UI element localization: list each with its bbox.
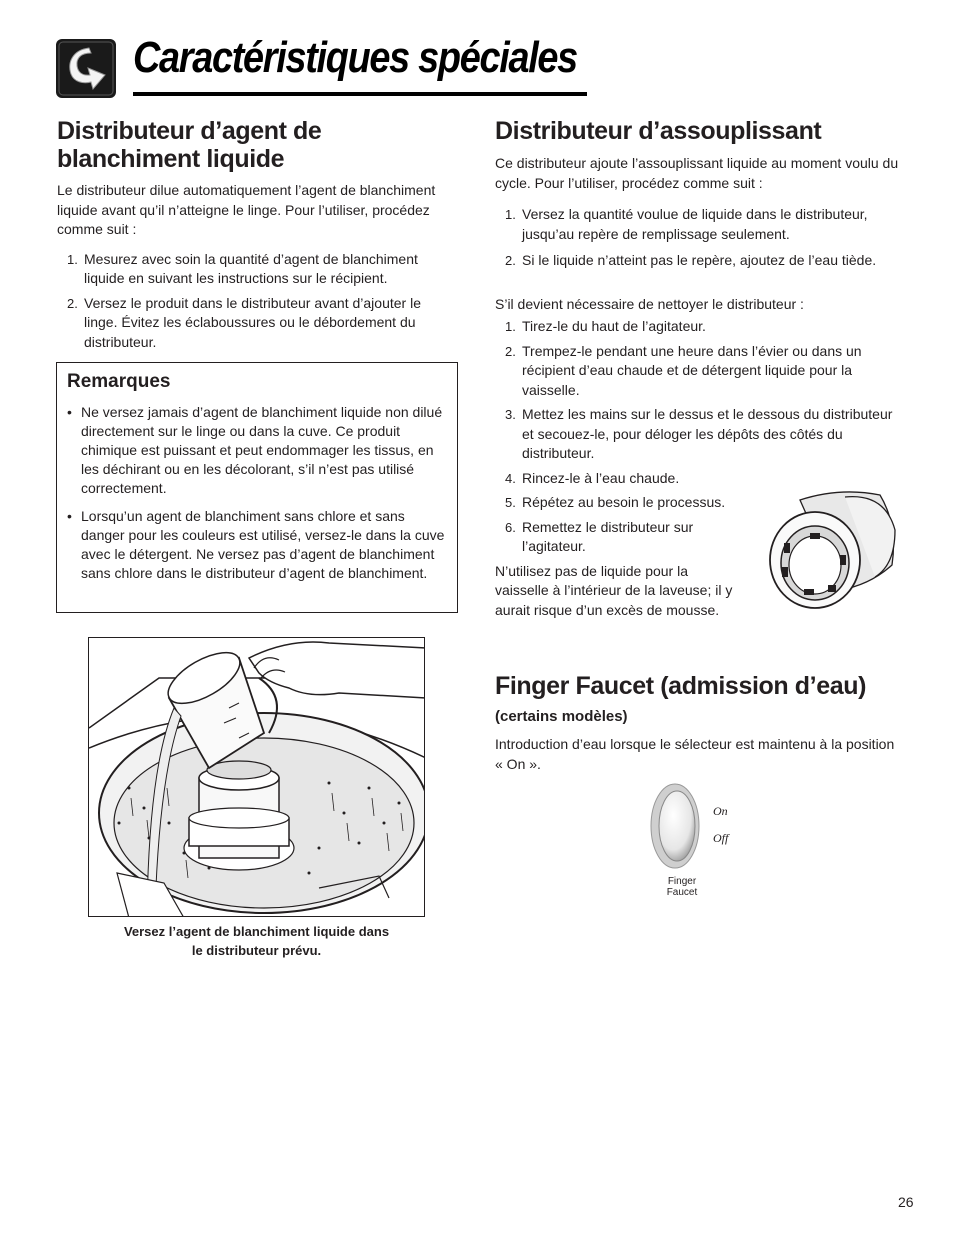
remark-item: • Ne versez jamais d’agent de blanchiment liquide non dilué directement sur le linge ou dans la cuve. Ce produit chimique est puissant et peut endommager les tissus, en les déchirant ou en les décolorant, s’il n’est pas utilisé correctement. — [67, 404, 443, 496]
softener-intro: Ce distributeur ajoute l’assouplissant liquide au moment voulu du cycle. Pour l’utiliser, procédez comme suit : — [495, 155, 899, 191]
illustration-caption: Versez l’agent de blanchiment liquide dans le distributeur prévu. — [123, 924, 390, 958]
softener-steps — [495, 205, 905, 271]
finger-faucet-illustration — [645, 780, 745, 900]
softener-title: Distributeur d’assouplissant — [495, 117, 822, 145]
faucet-label: Faucet — [666, 887, 698, 898]
clean-step: 5. Répétez au besoin le processus. — [505, 494, 726, 510]
curved-arrow-icon — [55, 38, 117, 99]
dish-soap-note: N’utilisez pas de liquide pour la vaisselle à l’intérieur de la laveuse; il y aurait risque d’un excès de mousse. — [495, 562, 733, 618]
clean-intro: S’il devient nécessaire de nettoyer le distributeur : — [495, 295, 804, 312]
remarks-box — [56, 362, 458, 613]
bleach-steps — [57, 250, 457, 353]
finger-label: Finger — [667, 876, 697, 887]
bleach-section — [57, 117, 457, 357]
softener-step: 2. Si le liquide n’atteint pas le repère, ajoutez de l’eau tiède. — [505, 252, 877, 268]
clean-step: 1. Tirez-le du haut de l’agitateur. — [505, 318, 706, 334]
clean-step: 3. Mettez les mains sur le dessus et le dessous du distributeur et secouez-le, pour déloger les dépôts des côtés du distributeur. — [505, 406, 893, 461]
clean-step: 4. Rincez-le à l’eau chaude. — [505, 469, 680, 486]
bleach-step: 1. Mesurez avec soin la quantité d’agent de blanchiment liquide en suivant les instructions sur le récipient. — [67, 250, 418, 286]
bleach-step: 2. Versez le produit dans le distributeur avant d’ajouter le linge. Évitez les éclaboussures ou le débordement du distributeur. — [67, 294, 421, 350]
clean-step: 6. Remettez le distributeur sur l’agitateur. — [505, 518, 694, 554]
softener-dispenser-illustration — [760, 485, 900, 615]
softener-step: 1. Versez la quantité voulue de liquide dans le distributeur, jusqu’au repère de remplissage seulement. — [505, 206, 868, 242]
finger-faucet-title: Finger Faucet (admission d’eau) — [495, 672, 866, 700]
clean-step: 2. Trempez-le pendant une heure dans l’évier ou dans un récipient d’eau chaude et de détergent liquide pour la vaisselle. — [505, 342, 862, 398]
remark-item: • Lorsqu’un agent de blanchiment sans chlore et sans danger pour les couleurs est utilisé, versez-le dans la cuve avec le détergent. Ne versez pas d’agent de blanchiment sans chlore dans le distributeur d’agent de blanchiment. — [67, 508, 445, 581]
remarks-title: Remarques — [67, 371, 171, 392]
remarks-list — [67, 403, 447, 583]
bleach-pour-illustration — [88, 637, 425, 917]
finger-faucet-subtitle: (certains modèles) — [495, 708, 628, 725]
page-number: 26 — [898, 1194, 914, 1210]
bleach-intro: Le distributeur dilue automatiquement l’agent de blanchiment liquide avant qu’il n’atteigne le linge. Pour l’utiliser, procédez comme suit : — [57, 182, 436, 237]
finger-faucet-intro: Introduction d’eau lorsque le sélecteur est maintenu à la position « On ». — [495, 736, 895, 772]
off-label: Off — [713, 831, 729, 845]
page-title: Caractéristiques spéciales — [133, 33, 577, 82]
on-label: On — [713, 804, 728, 818]
bleach-title: Distributeur d’agent de blanchiment liquide — [57, 117, 322, 173]
title-rule — [133, 92, 587, 96]
